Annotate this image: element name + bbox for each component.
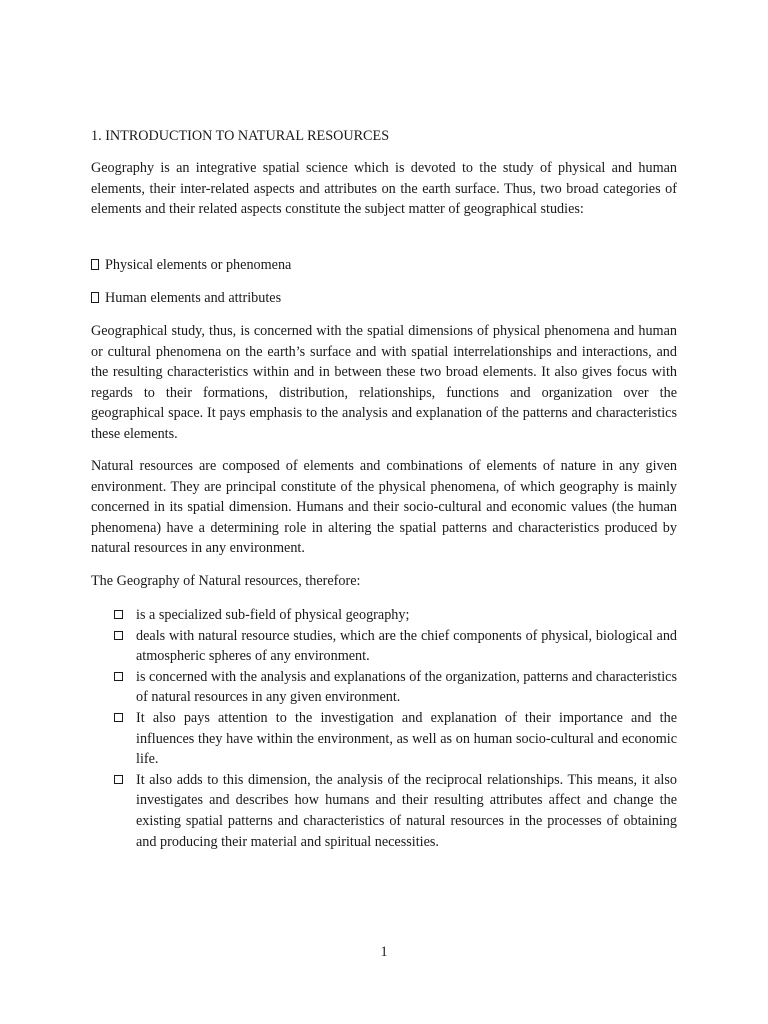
list-item <box>112 605 677 626</box>
list-item-text: deals with natural resource studies, which are the chief components of physical, biological and atmospheric spheres of any environment. <box>136 627 677 665</box>
list-item <box>112 708 677 770</box>
category-item <box>91 288 281 309</box>
page-number: 1 <box>380 944 388 960</box>
body-paragraph: Geographical study, thus, is concerned with the spatial dimensions of physical phenomena and human or cultural phenomena on the earth’s surface and with spatial interrelationships and interactions, and the resulting characteristics within and in between these two broad elements. It also gives focus with regards to their formations, distribution, relationships, functions and organization over the geographical space. It pays emphasis to the analysis and explanation of the patterns and characteristics these elements. <box>91 323 677 442</box>
intro-paragraph: Geography is an integrative spatial science which is devoted to the study of physical and human elements, their inter-related aspects and attributes on the earth surface. Thus, two broad categories of elements and their related aspects constitute the subject matter of geographical studies: <box>91 160 677 218</box>
characteristics-list <box>112 605 677 852</box>
list-item-text: It also pays attention to the investigation and explanation of their importance and the influences they have within the environment, as well as on human socio-cultural and economic life. <box>136 709 677 768</box>
body-paragraph: Natural resources are composed of elements and combinations of elements of nature in any given environment. They are principal constitute of the physical phenomena, of which geography is mainly concerned in its spatial dimension. Humans and their socio-cultural and economic values (the human phenomena) have a determining role in altering the spatial patterns and characteristics produced by natural resources in any environment. <box>91 458 677 557</box>
category-label: Human elements and attributes <box>105 290 282 306</box>
checkbox-bullet-icon <box>114 631 123 640</box>
list-item-text: is a specialized sub-field of physical geography; <box>136 607 410 623</box>
list-item <box>112 667 677 708</box>
checkbox-bullet-icon <box>114 713 123 722</box>
list-intro: The Geography of Natural resources, therefore: <box>91 573 361 589</box>
checkbox-bullet-icon <box>114 610 123 619</box>
list-item <box>112 770 677 852</box>
list-item-text: is concerned with the analysis and explanations of the organization, patterns and characteristics of natural resources in any given environment. <box>136 668 677 706</box>
list-item <box>112 626 677 667</box>
section-heading: 1. INTRODUCTION TO NATURAL RESOURCES <box>91 128 390 144</box>
missing-glyph-icon <box>91 292 99 303</box>
category-item <box>91 255 291 276</box>
checkbox-bullet-icon <box>114 775 123 784</box>
missing-glyph-icon <box>91 259 99 270</box>
category-label: Physical elements or phenomena <box>105 257 292 273</box>
list-item-text: It also adds to this dimension, the analysis of the reciprocal relationships. This means, it also investigates and describes how humans and their resulting attributes affect and change the existing spatial patterns and characteristics of natural resources in the processes of obtaining and producing their material and spiritual necessities. <box>136 771 677 850</box>
checkbox-bullet-icon <box>114 672 123 681</box>
